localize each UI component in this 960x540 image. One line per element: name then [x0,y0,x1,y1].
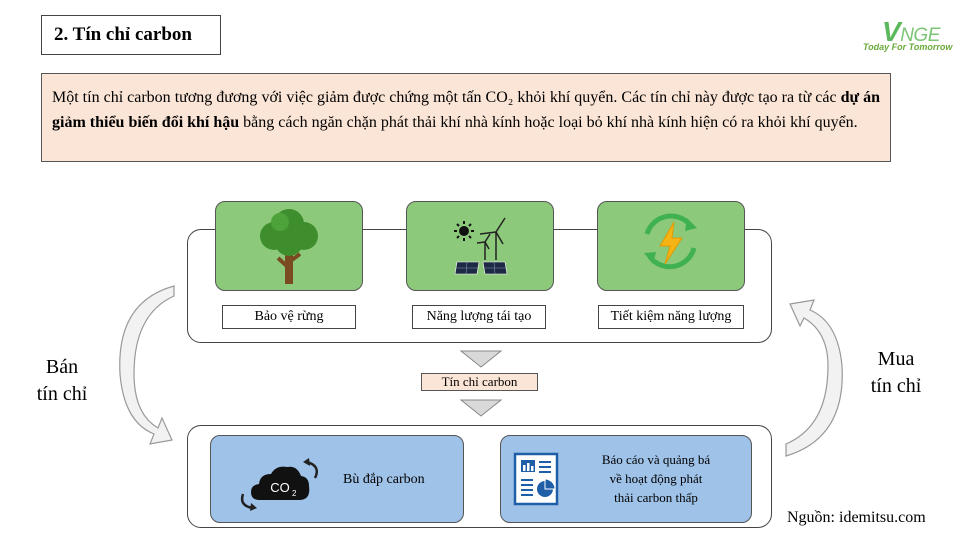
project-label-forest: Bảo vệ rừng [222,305,356,329]
report-icon [513,452,561,506]
co2-subscript: 2 [292,489,297,498]
tree-icon [216,202,362,290]
definition-bold: dự án giảm thiểu biến đổi khí hậu [52,89,881,131]
buy-label-line2: tín chỉ [870,375,922,397]
sell-label-line1: Bán [45,356,79,378]
project-label-energy-saving: Tiết kiệm năng lượng [598,305,744,329]
use-label-report-line2: về hoạt động phát [609,471,703,486]
buy-credit-label [860,346,932,400]
use-label-offset: Bù đắp carbon [343,472,425,487]
sell-curved-arrow-icon [112,282,182,454]
down-arrow-icon [460,350,502,368]
source-note: Nguồn: idemitsu.com [787,509,926,526]
buy-curved-arrow-icon [780,292,852,460]
definition-box [41,73,891,162]
project-card-renewable [406,201,554,291]
use-label-report-line1: Báo cáo và quảng bá [601,452,711,467]
use-card-report [500,435,752,523]
co2-cloud-icon [229,448,329,512]
logo-tagline: Today For Tomorrow [863,42,953,52]
project-card-energy-saving [597,201,745,291]
carbon-credit-label: Tín chỉ carbon [421,373,538,391]
buy-label-line1: Mua [877,348,915,370]
use-card-offset [210,435,464,523]
down-arrow-icon-2 [460,399,502,417]
use-label-report [571,450,741,507]
section-title: 2. Tín chỉ carbon [41,15,221,55]
co2-text: CO [270,480,290,495]
project-label-renewable: Năng lượng tái tạo [412,305,546,329]
sell-label-line2: tín chỉ [36,383,88,405]
definition-text-1: Một tín chỉ carbon tương đương với việc giảm được chứng một tấn CO₂ khỏi khí quyển. Các tín chỉ này được tạo ra từ các [52,89,841,106]
sell-credit-label [28,354,96,408]
energy-saving-icon [598,202,744,290]
use-label-report-line3: thải carbon thấp [614,490,698,505]
logo-word: NGE [900,25,940,46]
logo-initial: V [882,16,901,47]
project-card-forest [215,201,363,291]
solar-wind-icon [407,202,553,290]
definition-text-2: bằng cách ngăn chặn phát thải khí nhà kính hoặc loại bỏ khí nhà kính hiện có ra khỏi khí quyển. [239,114,858,131]
